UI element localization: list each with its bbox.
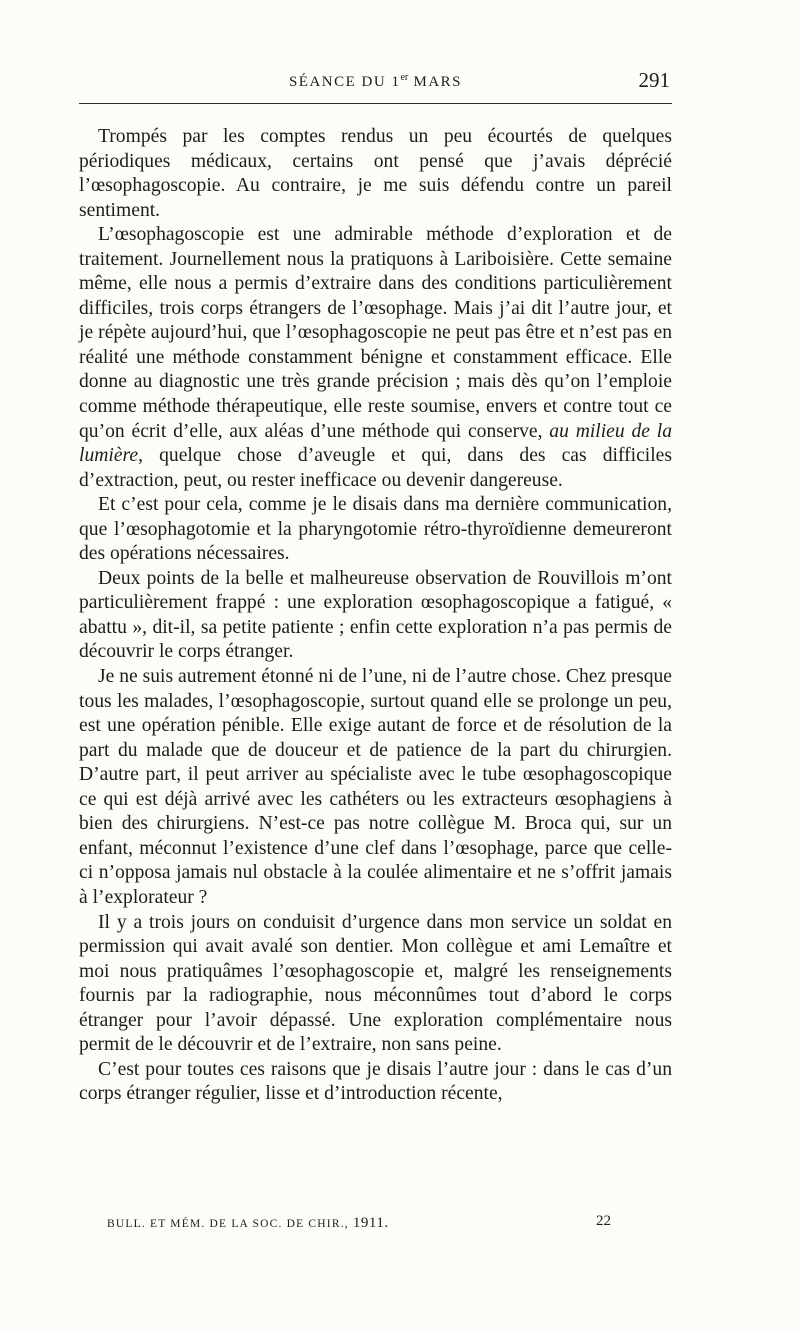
- page-footer: [107, 1213, 617, 1235]
- header-rule: [79, 103, 672, 104]
- paragraph-1: Trompés par les comptes rendus un peu écourtés de quelques périodiques médicaux, certains ont pensé que j’avais déprécié l’œsophagoscopie. Au contraire, je me suis défendu contre un pareil sentiment.: [79, 126, 672, 221]
- paragraph-5: Je ne suis autrement étonné ni de l’une, ni de l’autre chose. Chez presque tous les malades, l’œsophagoscopie, surtout quand elle se prolonge un peu, est une opération pénible. Elle exige autant de force et de résolution de la part du malade que de douceur et de patience de la part du chirurgien. D’autre part, il peut arriver au spécialiste avec le tube œsophagoscopique ce qui est déjà arrivé avec les cathéters ou les extracteurs œsophagiens à bien des chirurgiens. N’est-ce pas notre collègue M. Broca qui, sur un enfant, méconnut l’existence d’une clef dans l’œsophage, parce que celle-ci n’opposa jamais nul obstacle à la coulée alimentaire et ne s’offrit jamais à l’explorateur ?: [79, 666, 673, 908]
- running-title-superscript: er: [400, 72, 409, 83]
- body-text: [79, 125, 672, 1107]
- running-title: [79, 72, 672, 91]
- footer-journal-title: BULL. ET MÉM. DE LA SOC. DE CHIR.,: [107, 1218, 353, 1230]
- paragraph-2-text-after: , quelque chose d’aveugle et qui, dans des cas difficiles d’extraction, peut, ou rester inefficace ou devenir dangereuse.: [79, 445, 672, 491]
- paragraph-2-text: L’œsophagoscopie est une admirable méthode d’exploration et de traitement. Journellement nous la pratiquons à Lariboisière. Cette semaine même, elle nous a permis d’extraire dans des conditions particulièrement difficiles, trois corps étrangers de l’œsophage. Mais j’ai dit l’autre jour, et je répète aujourd’hui, que l’œsophagoscopie ne peut pas être et n’est pas en réalité une méthode constamment bénigne et constamment efficace. Elle donne au diagnostic une très grande précision ; mais dès qu’on l’emploie comme méthode thérapeutique, elle reste soumise, envers et contre tout ce qu’on écrit d’elle, aux aléas d’une méthode qui conserve,: [79, 224, 672, 442]
- paragraph-6: Il y a trois jours on conduisit d’urgence dans mon service un soldat en permission qui avait avalé son dentier. Mon collègue et ami Lemaître et moi nous pratiquâmes l’œsophagoscopie et, malgré les renseignements fournis par la radiographie, nous méconnûmes tout d’abord le corps étranger pour l’avoir dépassé. Une exploration complémentaire nous permit de le découvrir et de l’extraire, non sans peine.: [79, 911, 672, 1056]
- paragraph-2: [79, 223, 672, 493]
- paragraph-4: Deux points de la belle et malheureuse observation de Rouvillois m’ont particulièrement frappé : une exploration œsophagoscopique a fatigué, « abattu », dit-il, sa petite patiente ; enfin cette exploration n’a pas permis de découvrir le corps étranger.: [79, 567, 672, 663]
- paragraph-2-italic-phrase: au milieu de la lumière: [79, 420, 672, 467]
- running-title-month: MARS: [408, 74, 463, 90]
- paragraph-3: Et c’est pour cela, comme je le disais dans ma dernière communication, que l’œsophagotomie et la pharyngotomie rétro-thyroïdienne demeureront des opérations nécessaires.: [79, 494, 672, 565]
- running-title-main: SÉANCE DU 1: [288, 74, 401, 90]
- footer-signature-mark: 22: [596, 1213, 611, 1229]
- footer-year: 1911.: [352, 1215, 389, 1231]
- footer-journal: [107, 1215, 389, 1232]
- running-header: [79, 66, 672, 96]
- page-number: 291: [638, 68, 670, 92]
- paragraph-7: C’est pour toutes ces raisons que je disais l’autre jour : dans le cas d’un corps étranger régulier, lisse et d’introduction récente,: [79, 1058, 672, 1105]
